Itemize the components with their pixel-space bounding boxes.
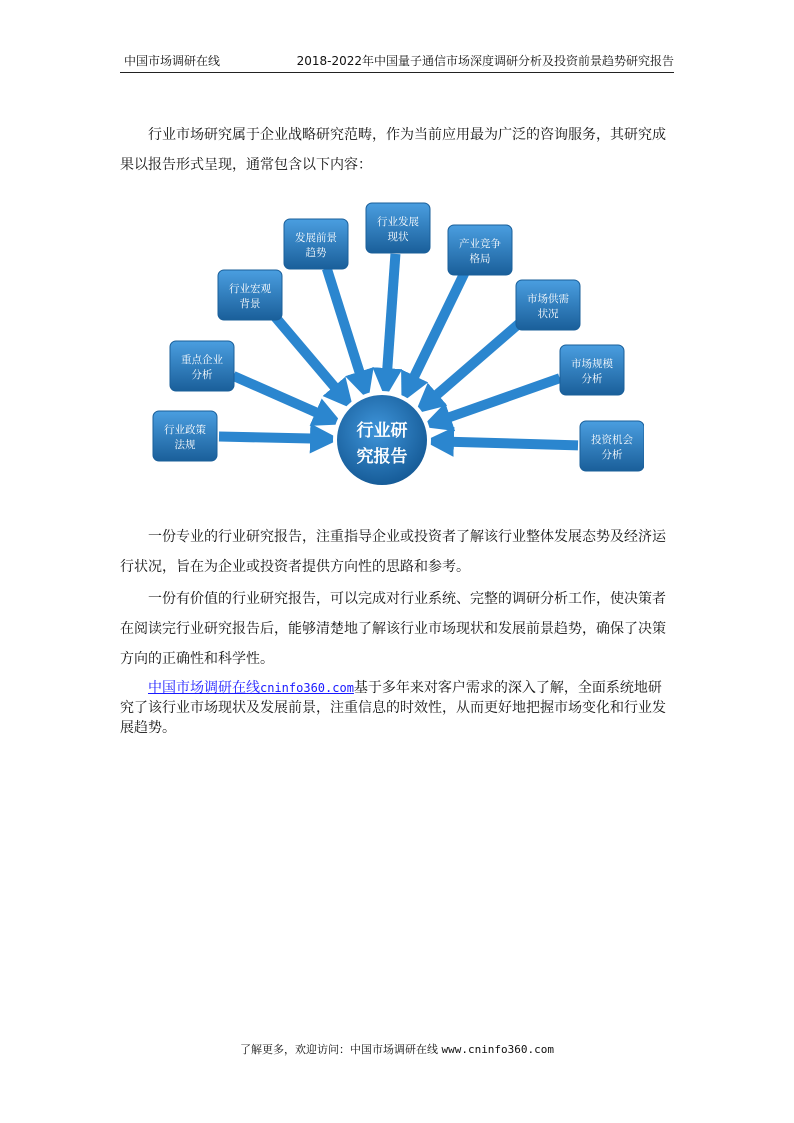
diagram-node-label: 发展前景	[295, 232, 337, 244]
header-report-title: 2018-2022年中国量子通信市场深度调研分析及投资前景趋势研究报告	[296, 54, 674, 68]
diagram-node-box	[580, 421, 644, 471]
diagram-node-box	[516, 280, 580, 330]
footer-url[interactable]: www.cninfo360.com	[441, 1043, 555, 1056]
diagram-node-label: 分析	[581, 373, 603, 385]
diagram-node-label: 分析	[191, 369, 213, 381]
diagram-node-label: 重点企业	[181, 354, 223, 366]
diagram-node-label: 法规	[174, 439, 196, 451]
diagram-node-box	[170, 341, 234, 391]
diagram-node	[218, 270, 282, 320]
diagram-node-label: 市场供需	[527, 293, 569, 305]
diagram-node-label: 行业宏观	[229, 283, 271, 295]
diagram-arrow	[273, 314, 346, 400]
report-contents-diagram	[150, 200, 644, 500]
diagram-node-label: 趋势	[305, 247, 327, 259]
diagram-node	[516, 280, 580, 330]
diagram-node	[580, 421, 644, 471]
paragraph-2: 一份有价值的行业研究报告，可以完成对行业系统、完整的调研分析工作，使决策者在阅读完行业研究报告后，能够清楚地了解该行业市场现状和发展前景趋势，确保了决策方向的正确性和科学性。	[120, 591, 666, 667]
paragraph-3: 中国市场调研在线cninfo360.com基于多年来对客户需求的深入了解，全面系统地研究了该行业市场现状及发展前景，注重信息的时效性，从而更好地把握市场变化和行业发展趋势。	[120, 680, 666, 736]
diagram-node-label: 产业竞争	[459, 238, 501, 250]
diagram-arrow	[327, 269, 365, 389]
diagram-node-label: 行业发展	[377, 216, 419, 228]
diagram-node-label: 格局	[469, 253, 491, 265]
diagram-node-box	[218, 270, 282, 320]
diagram-node-label: 行业政策	[164, 424, 206, 436]
diagram-node	[170, 341, 234, 391]
center-label-line1: 行业研	[356, 421, 408, 441]
page-header	[120, 50, 674, 73]
center-hub	[335, 393, 429, 487]
diagram-arrow	[386, 254, 395, 386]
paragraph-1: 一份专业的行业研究报告，注重指导企业或投资者了解该行业整体发展态势及经济运行状况，旨在为企业或投资者提供方向性的思路和参考。	[120, 529, 666, 575]
diagram-node-label: 背景	[239, 298, 261, 310]
diagram-node-box	[284, 219, 348, 269]
site-link[interactable]: 中国市场调研在线cninfo360.com	[148, 680, 354, 696]
diagram-arrow	[436, 441, 578, 445]
diagram-node-box	[153, 411, 217, 461]
center-label-line2: 究报告	[356, 447, 408, 467]
diagram-node	[560, 345, 624, 395]
diagram-node	[366, 203, 430, 253]
header-site-name: 中国市场调研在线	[124, 54, 221, 68]
diagram-node-label: 市场规模	[571, 358, 613, 370]
intro-paragraph: 行业市场研究属于企业战略研究范畴，作为当前应用最为广泛的咨询服务，其研究成果以报告形式呈现，通常包含以下内容：	[120, 127, 666, 173]
diagram-node-box	[560, 345, 624, 395]
diagram-node-box	[366, 203, 430, 253]
diagram-node-label: 分析	[601, 449, 623, 461]
diagram-node	[448, 225, 512, 275]
diagram-node	[284, 219, 348, 269]
diagram-node-label: 状况	[537, 308, 559, 320]
footer-text: 了解更多，欢迎访问：中国市场调研在线	[239, 1043, 442, 1056]
diagram-node	[153, 411, 217, 461]
diagram-node-label: 投资机会	[591, 434, 633, 446]
diagram-arrow	[233, 376, 332, 420]
diagram-node-label: 现状	[387, 231, 409, 243]
diagram-node-box	[448, 225, 512, 275]
page-footer	[0, 1041, 794, 1057]
diagram-arrow	[219, 437, 328, 439]
